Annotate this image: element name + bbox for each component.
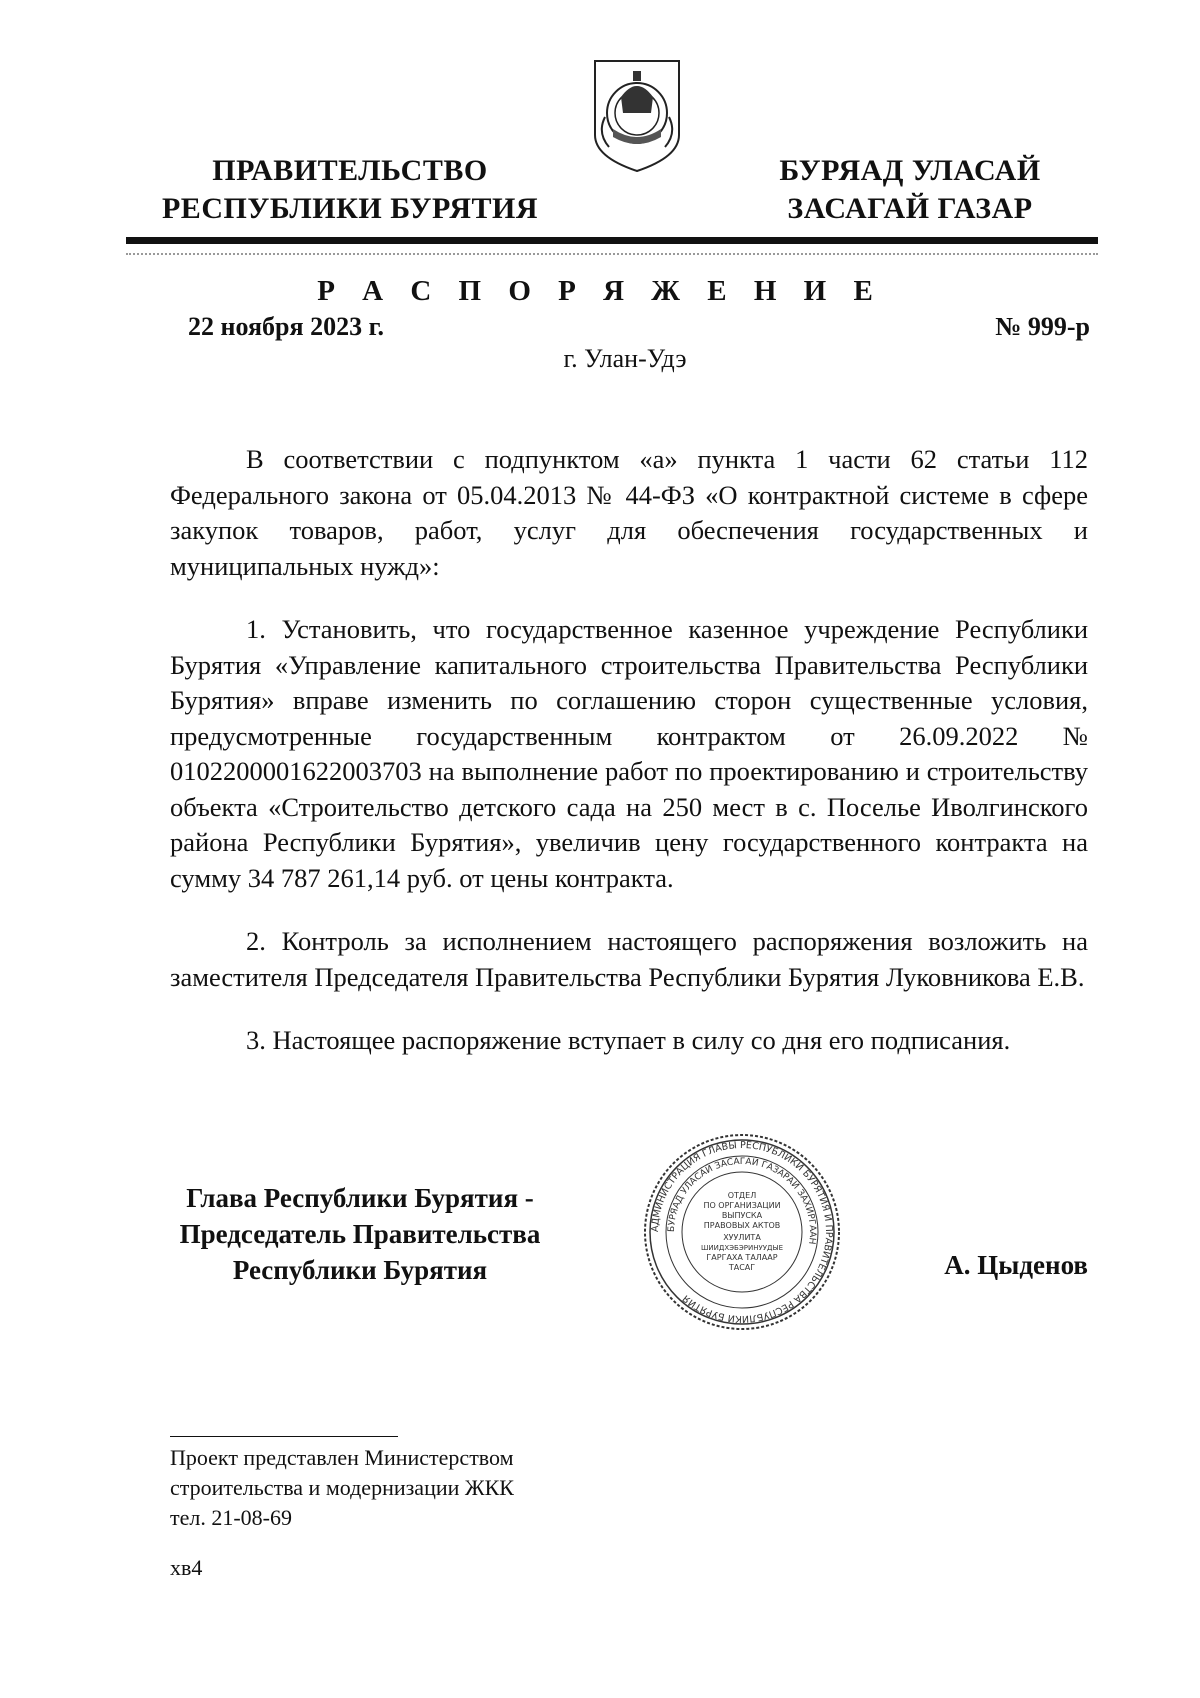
document-city: г. Улан-Удэ bbox=[563, 344, 687, 373]
footnote-divider bbox=[170, 1436, 398, 1437]
seal-center-line: ТАСАГ bbox=[728, 1263, 756, 1272]
document-number: № 999-р bbox=[995, 312, 1090, 341]
header-right bbox=[760, 152, 1060, 228]
preamble-paragraph: В соответствии с подпунктом «а» пункта 1 части 62 статьи 112 Федерального закона от 05.04.2013 № 44-ФЗ «О контрактной системе в сфере закупок товаров, работ, услуг для обеспечения государственных и муниципальных нужд»: bbox=[170, 444, 1088, 581]
document-date: 22 ноября 2023 г. bbox=[188, 312, 384, 341]
header-left-line2: РЕСПУБЛИКИ БУРЯТИЯ bbox=[161, 192, 539, 225]
footnote-line3: тел. 21-08-69 bbox=[170, 1505, 293, 1530]
signatory-title-line3: Республики Бурятия bbox=[232, 1255, 488, 1285]
clause-1: 1. Установить, что государственное казенное учреждение Республики Бурятия «Управление капитального строительства Правительства Республики Бурятия» вправе изменить по соглашению сторон существенные условия, предусмотренные государственным контрактом от 26.09.2022 № 0102200001622003703 на выполнение работ по проектированию и строительству объекта «Строительство детского сада на 250 мест в с. Поселье Иволгинского района Республики Бурятия», увеличив цену государственного контракта на сумму 34 787 261,14 руб. от цены контракта. bbox=[170, 614, 1088, 893]
signatory-name: А. Цыденов bbox=[944, 1250, 1088, 1280]
footnote-line2: строительства и модернизации ЖКК bbox=[170, 1475, 514, 1500]
seal-outer-text: АДМИНИСТРАЦИЯ ГЛАВЫ РЕСПУБЛИКИ БУРЯТИЯ И ПРАВИТЕЛЬСТВА РЕСПУБЛИКИ БУРЯТИЯ bbox=[649, 1139, 835, 1325]
signatory-title-line2: Председатель Правительства bbox=[179, 1219, 541, 1249]
header-left-line1: ПРАВИТЕЛЬСТВО bbox=[212, 154, 488, 187]
footnote-line1: Проект представлен Министерством bbox=[170, 1445, 514, 1470]
clause-3: 3. Настоящее распоряжение вступает в силу со дня его подписания. bbox=[246, 1025, 1011, 1055]
header-right-line2: ЗАСАГАЙ ГАЗАР bbox=[787, 192, 1033, 225]
coat-of-arms-icon bbox=[591, 57, 683, 175]
seal-inner-text: БУРЯАД УЛАСАЙ ЗАСАГАЙ ГАЗАРАЙ ЗАХИРГААН bbox=[666, 1156, 818, 1245]
seal-center-line: ГАРГАХА ТАЛААР bbox=[706, 1253, 778, 1262]
seal-center-line: ПО ОРГАНИЗАЦИИ bbox=[703, 1201, 781, 1210]
signatory-title-line1: Глава Республики Бурятия - bbox=[186, 1183, 534, 1213]
seal-center-line: ХУУЛИТА bbox=[723, 1233, 761, 1242]
seal-center-line: ПРАВОВЫХ АКТОВ bbox=[703, 1221, 781, 1230]
header-left bbox=[150, 152, 550, 228]
seal-center-line: ВЫПУСКА bbox=[721, 1211, 763, 1220]
header-divider-thick bbox=[126, 237, 1098, 244]
document-type: Р А С П О Р Я Ж Е Н И Е bbox=[317, 275, 883, 307]
seal-center-line: ОТДЕЛ bbox=[727, 1191, 757, 1200]
seal-center-line: ШИИДХЭБЭРИНУУДЫЕ bbox=[700, 1244, 784, 1252]
official-seal-icon bbox=[642, 1132, 842, 1332]
footnote bbox=[170, 1443, 514, 1533]
document-body bbox=[170, 442, 1088, 1087]
signatory-title bbox=[150, 1180, 570, 1288]
clause-2: 2. Контроль за исполнением настоящего распоряжения возложить на заместителя Председателя Правительства Республики Бурятия Луковникова Е.В. bbox=[170, 926, 1088, 992]
header-right-line1: БУРЯАД УЛАСАЙ bbox=[779, 154, 1041, 187]
executor-code: хв4 bbox=[170, 1555, 203, 1580]
header-divider-thin bbox=[126, 253, 1098, 255]
